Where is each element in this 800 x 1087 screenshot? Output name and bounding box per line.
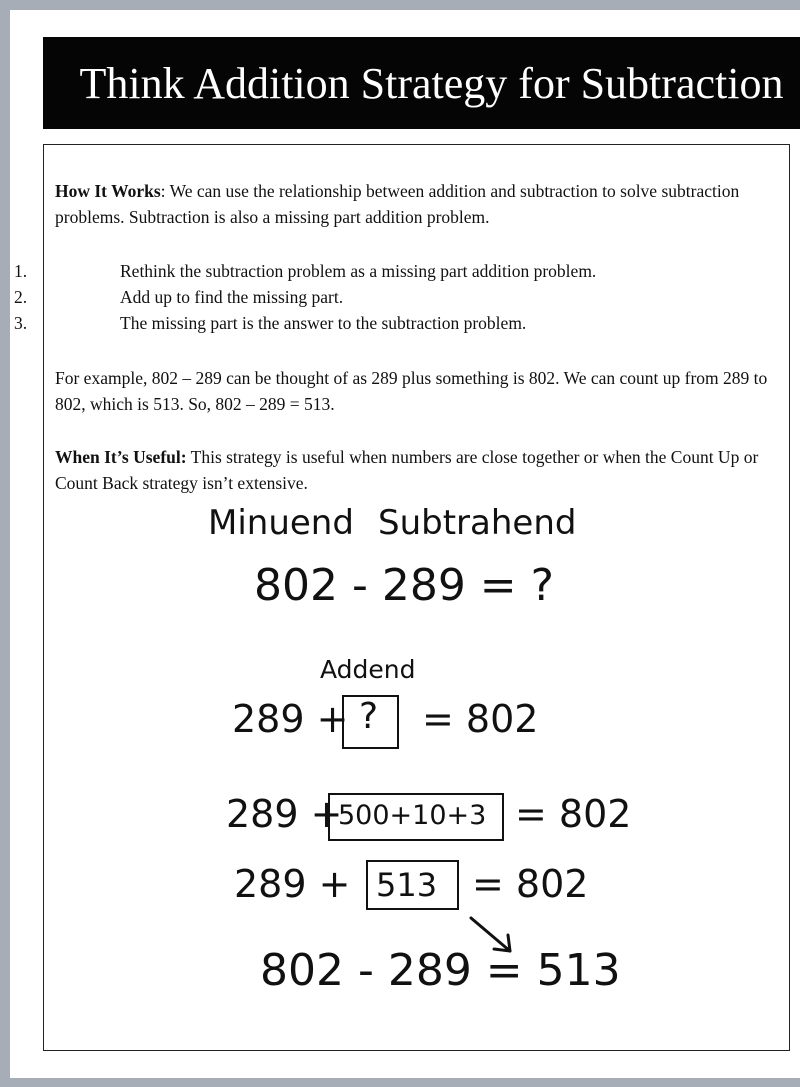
worksheet-page bbox=[10, 10, 800, 1078]
final-equation: 802 - 289 = 513 bbox=[260, 945, 621, 996]
list-item bbox=[10, 258, 800, 284]
equation-subtraction: 802 - 289 = ? bbox=[254, 560, 555, 611]
how-it-works-text: : We can use the relationship between addition and subtraction to solve subtraction problems. Subtraction is also a missing part addition problem. bbox=[55, 181, 740, 227]
example-paragraph: For example, 802 – 289 can be thought of as 289 plus something is 802. We can count up from 289 to 802, which is 513. So, 802 – 289 = 513. bbox=[55, 368, 768, 414]
result-addend: 513 bbox=[376, 866, 438, 904]
expanded-addend: 500+10+3 bbox=[338, 800, 487, 831]
title-banner bbox=[43, 37, 800, 129]
how-it-works-label: How It Works bbox=[55, 181, 161, 201]
list-item bbox=[10, 284, 800, 310]
when-useful-paragraph bbox=[55, 444, 785, 496]
step-text: The missing part is the answer to the subtraction problem. bbox=[120, 313, 527, 333]
equation-result-left: 289 + bbox=[234, 862, 351, 906]
equation-addition-left: 289 + bbox=[232, 697, 349, 741]
page-title: Think Addition Strategy for Subtraction bbox=[79, 58, 784, 108]
equation-expanded-left: 289 + bbox=[226, 792, 343, 836]
step-number: 3. bbox=[14, 313, 28, 333]
how-it-works-paragraph bbox=[55, 178, 785, 230]
steps-list bbox=[10, 258, 800, 336]
addend-label: Addend bbox=[320, 655, 416, 684]
step-text: Rethink the subtraction problem as a missing part addition problem. bbox=[120, 261, 597, 281]
equation-result-right: = 802 bbox=[472, 862, 589, 906]
missing-addend-mark: ? bbox=[359, 696, 379, 737]
step-number: 1. bbox=[14, 261, 28, 281]
when-useful-text: This strategy is useful when numbers are close together or when the Count Up or Count Back strategy isn’t extensive. bbox=[55, 447, 759, 493]
step-text: Add up to find the missing part. bbox=[120, 287, 344, 307]
equation-addition-right: = 802 bbox=[422, 697, 539, 741]
when-useful-label: When It’s Useful: bbox=[55, 447, 187, 467]
list-item bbox=[10, 310, 800, 336]
minuend-label: Minuend bbox=[208, 503, 354, 543]
subtrahend-label: Subtrahend bbox=[378, 503, 577, 543]
step-number: 2. bbox=[14, 287, 28, 307]
equation-expanded-right: = 802 bbox=[515, 792, 632, 836]
